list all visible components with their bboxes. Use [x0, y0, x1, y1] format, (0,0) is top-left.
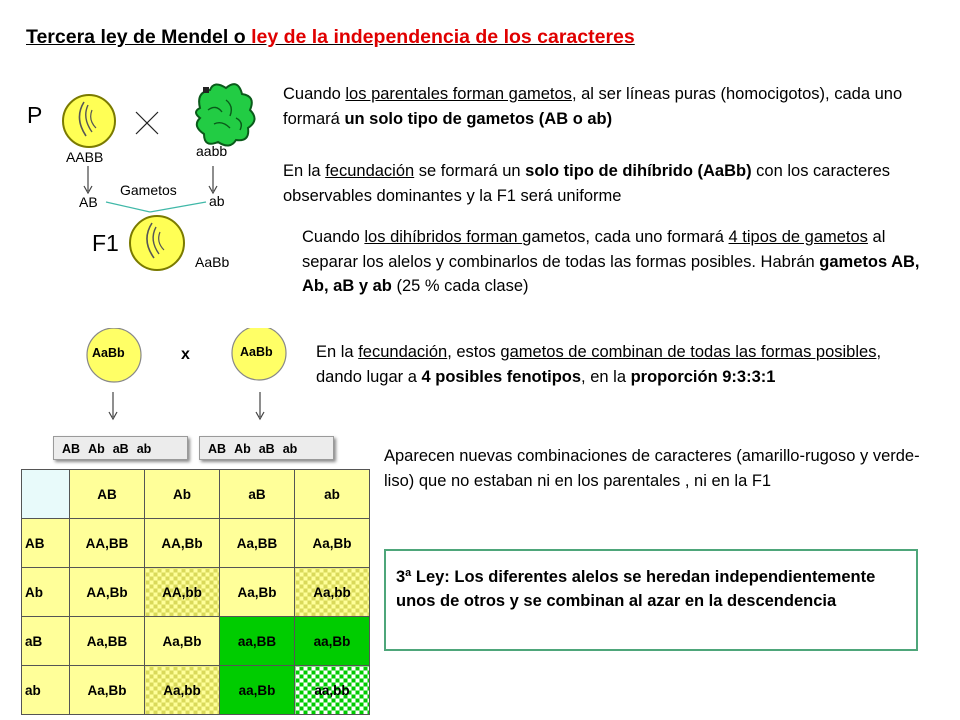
- cross-symbol-icon: [136, 112, 158, 134]
- genotype-cell: Aa,Bb: [295, 519, 370, 568]
- column-header: ab: [295, 470, 370, 519]
- title-prefix: Tercera ley de Mendel o: [26, 26, 252, 48]
- paragraph-parental-gametes: Cuando los parentales forman gametos, al ser líneas puras (homocigotos), cada uno formará un solo tipo de gametos (AB o ab): [283, 85, 903, 128]
- arrow-down-icon: [256, 392, 264, 419]
- parent-recessive-genotype: aabb: [196, 143, 228, 159]
- p-generation-label: P: [27, 102, 43, 128]
- row-header: aB: [22, 617, 70, 666]
- title-highlight: ley de la independencia de los caracteres: [251, 26, 635, 48]
- slide-title: [26, 26, 635, 49]
- genotype-cell: AA,Bb: [145, 519, 220, 568]
- genotype-cell: aa,BB: [220, 617, 295, 666]
- parent-dominant-genotype: AABB: [66, 149, 104, 165]
- recessive-gamete: ab: [209, 193, 225, 209]
- paragraph-dihybrid-gametes: Cuando los dihíbridos forman gametos, cada uno formará 4 tipos de gametos al separar los alelos y combinarlos de todas las formas posibles. Habrán gametos AB, Ab, aB y ab (25 % cada clase): [302, 228, 920, 295]
- row-header: ab: [22, 666, 70, 715]
- punnett-corner-cell: [22, 470, 70, 519]
- left-gamete-bar: AB Ab aB ab: [53, 436, 188, 460]
- genotype-cell: Aa,Bb: [145, 617, 220, 666]
- genotype-cell: Aa,bb: [295, 568, 370, 617]
- column-header: AB: [70, 470, 145, 519]
- genotype-cell: AA,BB: [70, 519, 145, 568]
- paragraph-phenotype-ratio: En la fecundación, estos gametos de combinan de todas las formas posibles, dando lugar a 4 posibles fenotipos, en la proporción 9:3:3:1: [316, 343, 882, 386]
- genotype-cell: aa,bb: [295, 666, 370, 715]
- arrow-down-icon: [109, 392, 117, 419]
- row-header: Ab: [22, 568, 70, 617]
- genotype-cell: AA,Bb: [70, 568, 145, 617]
- p-generation-diagram: [0, 60, 290, 290]
- f1-genotype: AaBb: [195, 254, 230, 270]
- genotype-cell: Aa,Bb: [220, 568, 295, 617]
- right-gamete-bar: AB Ab aB ab: [199, 436, 334, 460]
- dihybrid-cross-diagram: [75, 328, 300, 428]
- column-header: aB: [220, 470, 295, 519]
- right-dihybrid-label: AaBb: [240, 345, 273, 359]
- genotype-cell: aa,Bb: [295, 617, 370, 666]
- genotype-cell: Aa,BB: [70, 617, 145, 666]
- genotype-cell: aa,Bb: [220, 666, 295, 715]
- table-row: [22, 666, 370, 715]
- table-row: [22, 568, 370, 617]
- third-law-statement-box: 3ª Ley: Los diferentes alelos se heredan independientemente unos de otros y se combinan al azar en la descendencia: [384, 549, 918, 651]
- genotype-cell: Aa,bb: [145, 666, 220, 715]
- table-row: [22, 617, 370, 666]
- genotype-cell: AA,bb: [145, 568, 220, 617]
- gamete-fusion-lines: [106, 202, 206, 212]
- table-row: [22, 470, 370, 519]
- cross-symbol: x: [181, 346, 190, 363]
- arrow-down-icon: [84, 166, 92, 193]
- column-header: Ab: [145, 470, 220, 519]
- arrow-down-icon: [209, 166, 217, 193]
- paragraph-new-combinations: Aparecen nuevas combinaciones de caracteres (amarillo-rugoso y verde-liso) que no estaban ni en los parentales , ni en la F1: [384, 447, 920, 490]
- green-wrinkled-seed-icon: [196, 84, 255, 145]
- f1-label: F1: [92, 230, 119, 256]
- dominant-gamete: AB: [79, 194, 98, 210]
- genotype-cell: Aa,Bb: [70, 666, 145, 715]
- table-row: [22, 519, 370, 568]
- yellow-smooth-seed-icon: [63, 95, 115, 147]
- punnett-square: [21, 469, 370, 715]
- left-dihybrid-label: AaBb: [92, 346, 125, 360]
- gametes-label: Gametos: [120, 182, 177, 198]
- row-header: AB: [22, 519, 70, 568]
- genotype-cell: Aa,BB: [220, 519, 295, 568]
- f1-yellow-seed-icon: [130, 216, 184, 270]
- paragraph-fertilization-f1: En la fecundación se formará un solo tipo de dihíbrido (AaBb) con los caracteres observables dominantes y la F1 será uniforme: [283, 162, 891, 205]
